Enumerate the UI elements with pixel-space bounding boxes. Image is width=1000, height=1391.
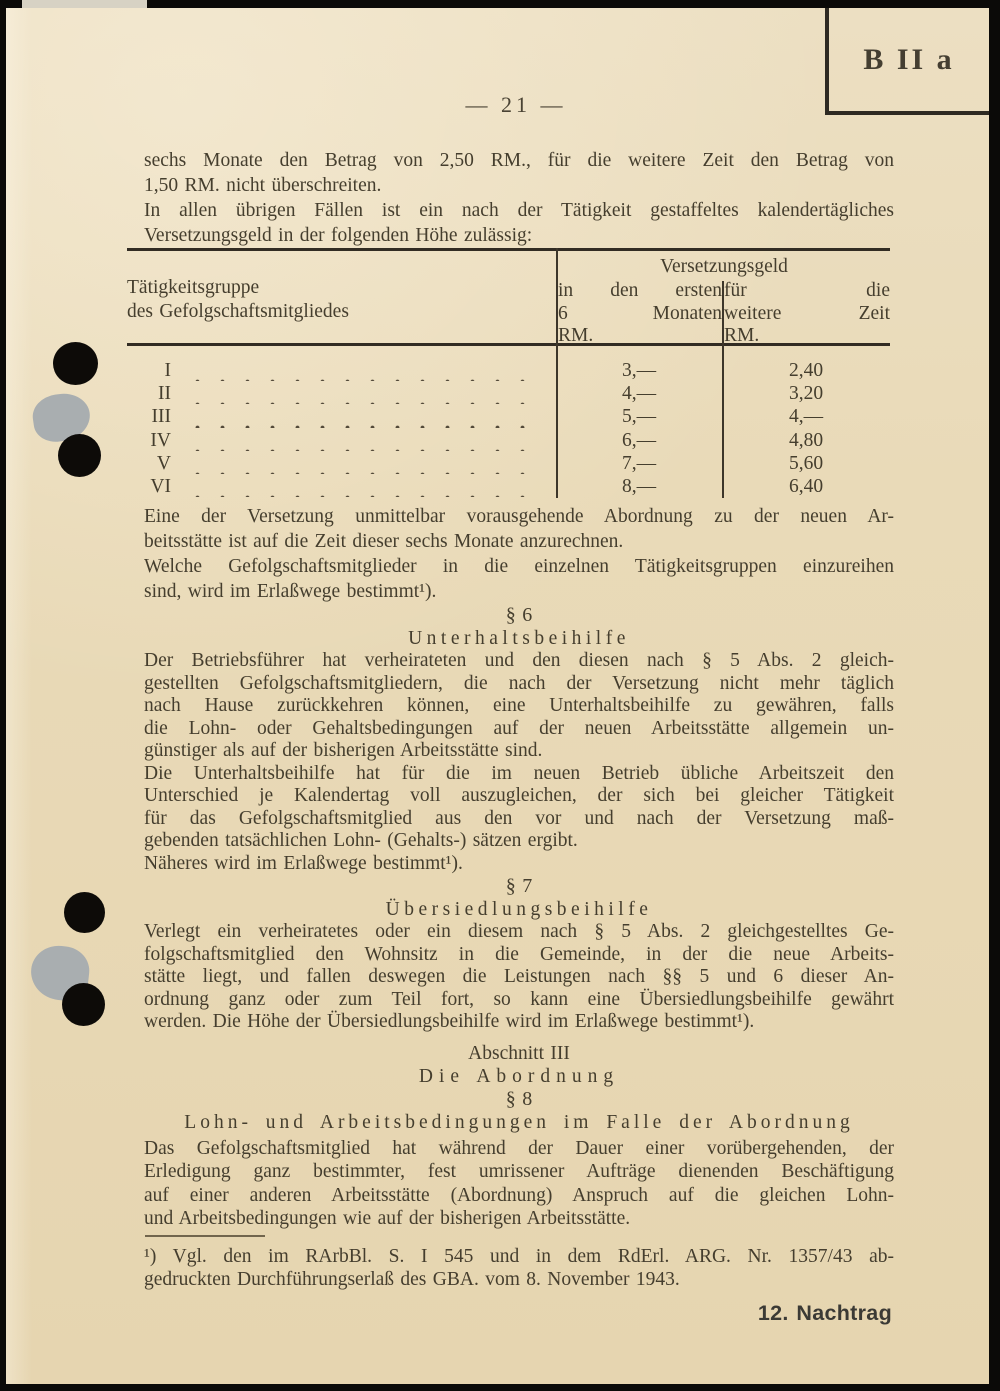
text-line: günstiger als auf der bisherigen Arbeitsstätte sind. (144, 740, 543, 761)
text-line: RM. (558, 325, 594, 346)
text-line: Tätigkeitsgruppe (127, 277, 260, 298)
text-line: Erledigung ganz bestimmter, fest umrissener Aufträge dienenden Beschäftigung (144, 1161, 894, 1182)
col-header-first-6-months (558, 280, 722, 348)
table-row (127, 358, 890, 381)
col-group-header: Versetzungsgeld (660, 256, 788, 277)
footnote (144, 1245, 894, 1291)
body-text-column (127, 148, 894, 1326)
activity-group: IV (150, 429, 171, 451)
text-line: Eine der Versetzung unmittelbar vorausgehende Abordnung zu der neuen Ar- (144, 506, 894, 527)
rate-later-period: 4,80 (788, 429, 824, 451)
rate-later-period: 5,60 (788, 452, 824, 474)
text-line: für die (724, 280, 890, 301)
supplement-label: 12. Nachtrag (757, 1300, 892, 1325)
section-7-title: Übersiedlungsbeihilfe (385, 899, 653, 920)
rate-first-6-months: 7,— (621, 452, 657, 474)
paragraph (144, 504, 894, 554)
text-line: werden. Die Höhe der Übersiedlungsbeihilfe wird im Erlaßwege bestimmt¹). (144, 1011, 755, 1032)
rate-first-6-months: 5,— (621, 406, 657, 428)
dot-leader (175, 381, 540, 404)
text-line: Der Betriebsführer hat verheirateten und den diesen nach § 5 Abs. 2 gleich- (144, 650, 894, 671)
table-row (127, 451, 890, 474)
table-row (127, 381, 890, 404)
paragraph (144, 921, 894, 1034)
activity-group: II (158, 383, 171, 405)
punch-hole (64, 892, 105, 933)
text-line: auf einer anderen Arbeitsstätte (Abordnung) Anspruch auf die gleichen Lohn- (144, 1184, 894, 1206)
text-line: RM. (724, 325, 760, 346)
paragraph (144, 853, 894, 876)
punch-hole (62, 983, 105, 1026)
rate-first-6-months: 8,— (621, 475, 657, 497)
rate-later-period: 6,40 (788, 475, 824, 497)
paragraph (144, 198, 894, 248)
text-line: Die Unterhaltsbeihilfe hat für die im neuen Betrieb übliche Arbeitszeit den (144, 762, 894, 784)
text-line: ordnung ganz oder zum Teil fort, so kann eine Übersiedlungsbeihilfe gewährt (144, 988, 894, 1010)
classification-box (825, 8, 989, 115)
part-3-title: Die Abordnung (418, 1065, 620, 1087)
rates-table (127, 248, 890, 498)
text-line: Welche Gefolgschaftsmitglieder in die einzelnen Tätigkeitsgruppen einzureihen (144, 556, 894, 577)
text-line: gestellten Gefolgschaftsmitgliedern, die nach der Versetzung nicht mehr täglich (144, 672, 894, 694)
col-header-activity-group (127, 276, 556, 324)
activity-group: III (151, 406, 171, 428)
paragraph (144, 554, 894, 604)
dot-leader (175, 428, 540, 451)
rate-first-6-months: 6,— (621, 429, 657, 451)
section-6-title: Unterhaltsbeihilfe (408, 628, 630, 649)
text-line: in den ersten (558, 280, 722, 301)
text-line: ¹) Vgl. den im RArbBl. S. I 545 und in dem RdErl. ARG. Nr. 1357/43 ab- (144, 1245, 894, 1267)
section-8-number: § 8 (505, 1087, 533, 1110)
punch-hole (58, 434, 101, 477)
section-8-title: Lohn- und Arbeitsbedingungen im Falle der Abordnung (184, 1111, 854, 1133)
punch-hole (53, 342, 98, 385)
text-line: des Gefolgschaftsmitgliedes (127, 301, 349, 322)
rate-first-6-months: 4,— (621, 383, 657, 405)
col-header-later-period (724, 280, 890, 348)
text-line: nach Hause zurückkehren können, eine Unterhaltsbeihilfe zu gewähren, falls (144, 695, 894, 716)
section-7-number: § 7 (505, 875, 533, 897)
table-row (127, 474, 890, 497)
text-line: Näheres wird im Erlaßwege bestimmt¹). (144, 852, 463, 874)
section-6-number: § 6 (505, 604, 533, 626)
rate-later-period: 4,— (788, 406, 824, 428)
paragraph (144, 650, 894, 763)
dot-leader (175, 451, 540, 474)
dot-leader (175, 358, 540, 381)
text-line: gebenden tatsächlichen Lohn- (Gehalts-) sätzen ergibt. (144, 830, 578, 851)
text-line: weitere Zeit (724, 302, 890, 324)
text-line: und Arbeitsbedingungen wie auf der bisherigen Arbeitsstätte. (144, 1208, 631, 1229)
text-line: In allen übrigen Fällen ist ein nach der Tätigkeit gestaffeltes kalendertägliches (144, 200, 894, 221)
activity-group: V (156, 452, 171, 474)
table-row (127, 404, 890, 427)
activity-group: I (164, 360, 171, 381)
text-line: stätte liegt, und fallen deswegen die Leistungen nach §§ 5 und 6 dieser An- (144, 966, 894, 987)
text-line: 1,50 RM. nicht überschreiten. (144, 175, 382, 196)
text-line: sechs Monate den Betrag von 2,50 RM., für die weitere Zeit den Betrag von (144, 150, 894, 171)
classification-label: B II a (863, 42, 955, 76)
page-number: — 21 — (465, 92, 567, 117)
text-line: die Lohn- oder Gehaltsbedingungen auf der neuen Arbeitsstätte allgemein un- (144, 717, 894, 739)
table-rule-top (127, 248, 890, 251)
text-line: Versetzungsgeld in der folgenden Höhe zulässig: (144, 225, 533, 246)
footnote-rule (145, 1235, 265, 1237)
text-line: folgschaftsmitglied den Wohnsitz in die Gemeinde, in der die neue Arbeits- (144, 943, 894, 965)
rate-first-6-months: 3,— (621, 360, 657, 381)
dot-leader (175, 404, 540, 427)
text-line: Unterschied je Kalendertag voll auszugleichen, der sich bei gleicher Tätigkeit (144, 785, 894, 806)
rate-later-period: 2,40 (788, 360, 824, 381)
text-line: 6 Monaten (558, 302, 722, 324)
part-3-heading: Abschnitt III (468, 1042, 570, 1064)
activity-group: VI (150, 475, 171, 497)
text-line: beitsstätte ist auf die Zeit dieser sechs Monate anzurechnen. (144, 531, 624, 552)
text-line: Verlegt ein verheiratetes oder ein diesem nach § 5 Abs. 2 gleichgestelltes Ge- (144, 921, 894, 942)
text-line: gedruckten Durchführungserlaß des GBA. vom 8. November 1943. (144, 1268, 680, 1290)
rate-later-period: 3,20 (788, 383, 824, 405)
text-line: sind, wird im Erlaßwege bestimmt¹). (144, 581, 437, 602)
table-row (127, 428, 890, 451)
dot-leader (175, 474, 540, 497)
paragraph (144, 763, 894, 853)
text-line: für das Gefolgschaftsmitglied aus den vor und nach der Versetzung maß- (144, 807, 894, 829)
document-page (6, 8, 989, 1384)
text-line: Das Gefolgschaftsmitglied hat während der Dauer einer vorübergehenden, der (144, 1137, 894, 1159)
table-body (127, 358, 890, 497)
paragraph (144, 148, 894, 198)
paragraph (144, 1137, 894, 1231)
